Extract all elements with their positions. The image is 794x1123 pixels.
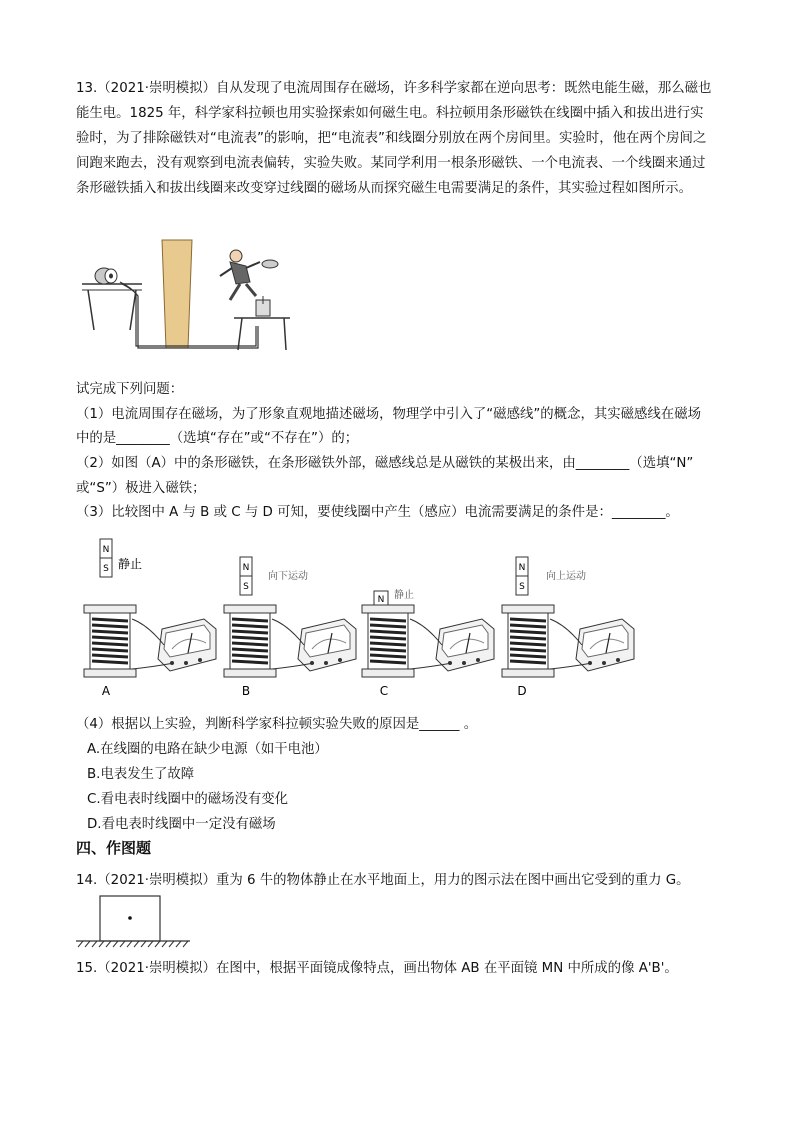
panel-c: [362, 588, 494, 698]
q13-part1-line2: 中的是________（选填“存在”或“不存在”）的；: [76, 431, 359, 446]
panel-b-pole-top: N: [242, 563, 250, 573]
panel-a-state: 静止: [118, 557, 143, 571]
q14-text: 14.（2021·崇明模拟）重为 6 牛的物体静止在水平地面上，用力的图示法在图中画出它受到的重力 G。: [76, 873, 690, 888]
panel-b: [224, 557, 356, 698]
option-c: C.看电表时线圈中的磁场没有变化: [87, 792, 289, 807]
panel-c-pole-top: N: [377, 595, 385, 605]
q13-part3: （3）比较图中 A 与 B 或 C 与 D 可知，要使线圈中产生（感应）电流需要满足的条件是：________。: [76, 505, 679, 520]
q13-part2-line2: 或“S”）极进入磁铁；: [76, 481, 206, 496]
option-b: B.电表发生了故障: [87, 767, 195, 782]
q13-part4: （4）根据以上实验，判断科学家科拉顿实验失败的原因是______ 。: [76, 717, 478, 732]
panel-b-pole-bottom: S: [243, 582, 249, 592]
panel-d-state: 向上运动: [546, 571, 586, 582]
panel-a-pole-bottom: S: [103, 564, 109, 574]
q13-prompt: 试完成下列问题：: [76, 382, 184, 397]
option-a: A.在线圈的电路在缺少电源（如干电池）: [87, 742, 328, 757]
panel-a-label: A: [101, 684, 111, 698]
panel-b-label: B: [241, 684, 251, 698]
panel-d-pole-top: N: [518, 563, 526, 573]
panel-d-pole-bottom: S: [519, 582, 525, 592]
coil-experiment-figure: [78, 535, 638, 705]
panel-d-label: D: [517, 684, 527, 698]
kollodon-experiment-illustration: [80, 238, 292, 360]
q15-text: 15.（2021·崇明模拟）在图中，根据平面镜成像特点，画出物体 AB 在平面镜 MN 中所成的像 A'B'。: [76, 961, 678, 976]
panel-a-pole-top: N: [102, 545, 110, 555]
option-d: D.看电表时线圈中一定没有磁场: [87, 817, 276, 832]
q13-intro: 13.（2021·崇明模拟）自从发现了电流周围存在磁场，许多科学家都在逆向思考：既然电能生磁，那么磁也能生电。1825 年，科学家科拉顿也用实验探索如何磁生电。科拉顿用条形磁铁在线圈中插入和拔出进行实验时，为了排除磁铁对“电流表”的影响，把“电流表”和线圈分别放在两个房间里。实验时，他在两个房间之间跑来跑去，没有观察到电流表偏转，实验失败。某同学利用一根条形磁铁、一个电流表、一个线圈来通过条形磁铁插入和拔出线圈来改变穿过线圈的磁场从而探究磁生电需要满足的条件，其实验过程如图所示。: [76, 81, 712, 196]
panel-d: [502, 557, 634, 698]
section-heading: 四、作图题: [76, 839, 152, 857]
panel-c-label: C: [379, 684, 389, 698]
panel-c-state: 静止: [394, 590, 414, 601]
q13-part1-line1: （1）电流周围存在磁场，为了形象直观地描述磁场，物理学中引入了“磁感线”的概念，其实磁感线在磁场: [76, 407, 701, 422]
q13-part2-line1: （2）如图（A）中的条形磁铁，在条形磁铁外部，磁感线总是从磁铁的某极出来，由________（选填“N”: [76, 456, 694, 471]
q14-object-figure: [76, 894, 196, 950]
panel-b-state: 向下运动: [268, 571, 308, 582]
panel-a: [84, 539, 216, 698]
